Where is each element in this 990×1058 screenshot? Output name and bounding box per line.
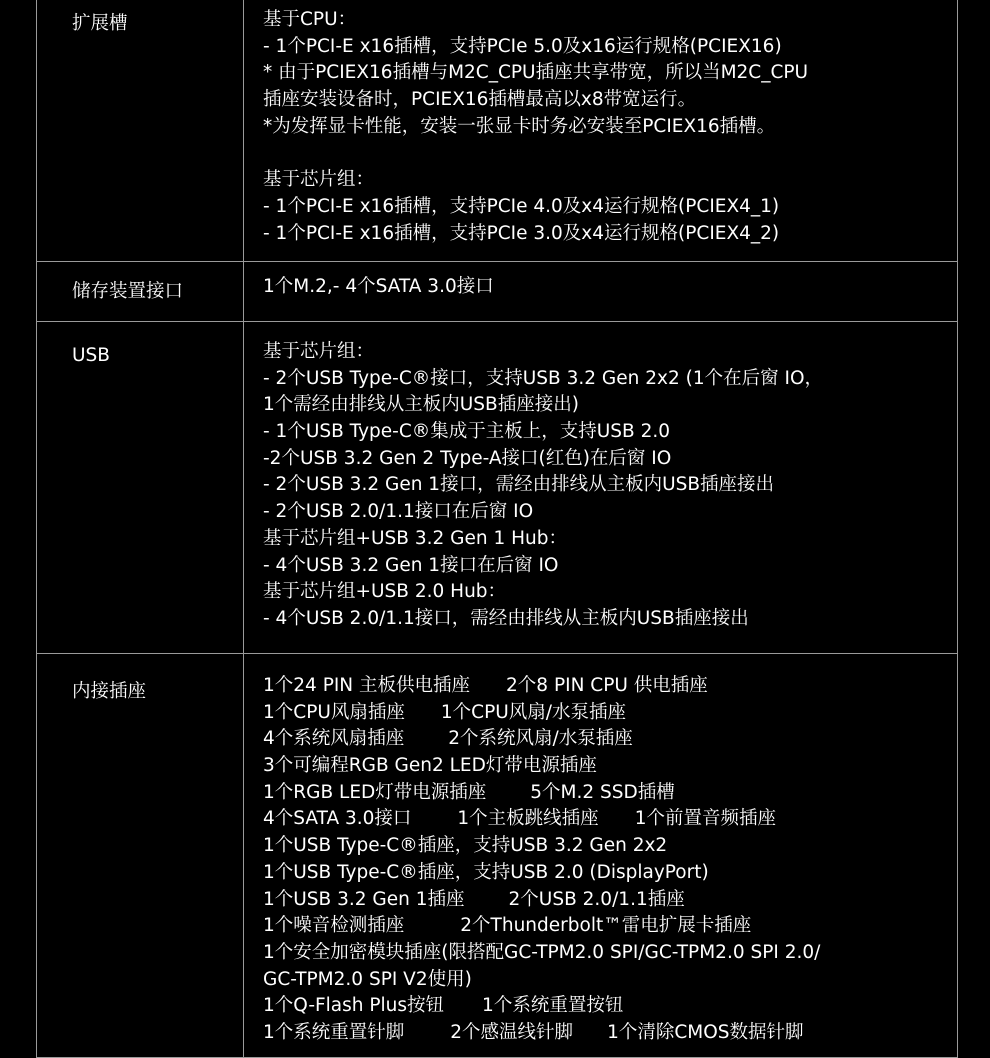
connector-item: 1个USB 3.2 Gen 1插座 [263, 888, 465, 910]
spec-row-label: 内接插座 [72, 681, 147, 702]
connector-item: 1个RGB LED灯带电源插座 [263, 781, 487, 803]
spec-row-storage-interface [37, 262, 957, 322]
connector-line [263, 780, 943, 807]
spec-line: - 4个USB 3.2 Gen 1接口在后窗 IO [263, 554, 559, 576]
spec-row-value [263, 7, 943, 247]
connector-item: 4个系统风扇插座 [263, 728, 405, 750]
spec-line: -2个USB 3.2 Gen 2 Type-A接口(红色)在后窗 IO [263, 447, 672, 469]
connector-line [263, 753, 943, 780]
connector-item: 1个系统重置按钮 [482, 995, 624, 1017]
spec-row-label: 扩展槽 [72, 13, 128, 34]
spec-line: - 2个USB Type-C®接口，支持USB 3.2 Gen 2x2 (1个在后窗 IO， [263, 367, 824, 389]
connector-item: 1个清除CMOS数据针脚 [607, 1021, 804, 1043]
connector-item: 1个Q-Flash Plus按钮 [263, 995, 445, 1017]
spec-row-expansion-slots [37, 0, 957, 262]
connector-line [263, 806, 943, 833]
spec-line: - 2个USB 3.2 Gen 1接口，需经由排线从主板内USB插座接出 [263, 474, 775, 496]
connector-item: 2个Thunderbolt™雷电扩展卡插座 [460, 915, 752, 937]
connector-item: 3个可编程RGB Gen2 LED灯带电源插座 [263, 755, 597, 777]
spec-line: 基于芯片组+USB 3.2 Gen 1 Hub： [263, 527, 568, 549]
connector-item: 5个M.2 SSD插槽 [530, 781, 675, 803]
spec-line: 基于芯片组+USB 2.0 Hub： [263, 581, 507, 603]
spec-line: - 1个PCI-E x16插槽，支持PCIe 4.0及x4运行规格(PCIEX4_1) [263, 195, 780, 217]
connector-item: 1个USB Type-C®插座，支持USB 2.0 (DisplayPort) [263, 861, 709, 883]
connector-item: 1个安全加密模块插座(限搭配GC-TPM2.0 SPI/GC-TPM2.0 SPI 2.0/ [263, 941, 821, 963]
connector-item: 2个8 PIN CPU 供电插座 [506, 675, 708, 696]
connector-item: GC-TPM2.0 SPI V2使用) [263, 968, 472, 990]
connector-item: 4个SATA 3.0接口 [263, 808, 412, 830]
spec-row-value [263, 339, 943, 633]
connector-item: 1个CPU风扇插座 [263, 701, 405, 723]
connector-line [263, 1020, 943, 1047]
connector-item: 1个系统重置针脚 [263, 1021, 405, 1043]
spec-line: 1个M.2,- 4个SATA 3.0接口 [263, 276, 494, 297]
spec-line: - 4个USB 2.0/1.1接口，需经由排线从主板内USB插座接出 [263, 607, 749, 629]
spec-row-value [263, 274, 943, 301]
spec-line: 基于芯片组： [263, 169, 375, 191]
connector-line [263, 940, 943, 967]
spec-line-blank [263, 140, 943, 167]
connector-item: 2个感温线针脚 [450, 1021, 574, 1043]
connector-item: 1个USB Type-C®插座，支持USB 3.2 Gen 2x2 [263, 835, 668, 857]
connector-line [263, 993, 943, 1020]
connector-line [263, 887, 943, 914]
connector-item: 1个CPU风扇/水泵插座 [440, 701, 627, 723]
spec-line: 1个需经由排线从主板内USB插座接出) [263, 394, 579, 416]
connector-item: 1个主板跳线插座 [457, 808, 599, 830]
spec-line: *为发挥显卡性能，安装一张显卡时务必安装至PCIEX16插槽。 [263, 115, 776, 137]
spec-row-label: 储存装置接口 [72, 281, 184, 302]
spec-line: - 2个USB 2.0/1.1接口在后窗 IO [263, 501, 534, 523]
connector-item: 1个噪音检测插座 [263, 915, 405, 937]
connector-item: 2个系统风扇/水泵插座 [448, 728, 633, 750]
spec-line: - 1个PCI-E x16插槽，支持PCIe 3.0及x4运行规格(PCIEX4_2) [263, 222, 780, 244]
connector-line [263, 967, 943, 994]
spec-line: - 1个PCI-E x16插槽，支持PCIe 5.0及x16运行规格(PCIEX16) [263, 35, 782, 57]
connector-item: 2个USB 2.0/1.1插座 [508, 888, 685, 910]
connector-item: 1个24 PIN 主板供电插座 [263, 675, 471, 696]
connector-item: 1个前置音频插座 [634, 808, 776, 830]
connector-line [263, 700, 943, 727]
spec-line: 基于CPU： [263, 9, 357, 30]
spec-line: - 1个USB Type-C®集成于主板上，支持USB 2.0 [263, 421, 671, 443]
connector-line [263, 860, 943, 887]
spec-table [36, 0, 958, 1058]
spec-row-value [263, 673, 943, 1047]
connector-line [263, 673, 943, 700]
connector-line [263, 913, 943, 940]
spec-row-usb [37, 322, 957, 654]
spec-row-label: USB [72, 345, 110, 366]
spec-line: * 由于PCIEX16插槽与M2C_CPU插座共享带宽，所以当M2C_CPU [263, 62, 809, 84]
spec-line: 基于芯片组： [263, 341, 375, 362]
connector-line [263, 726, 943, 753]
spec-line: 插座安装设备时，PCIEX16插槽最高以x8带宽运行。 [263, 89, 697, 111]
spec-row-internal-connectors [37, 654, 957, 1058]
connector-line [263, 833, 943, 860]
